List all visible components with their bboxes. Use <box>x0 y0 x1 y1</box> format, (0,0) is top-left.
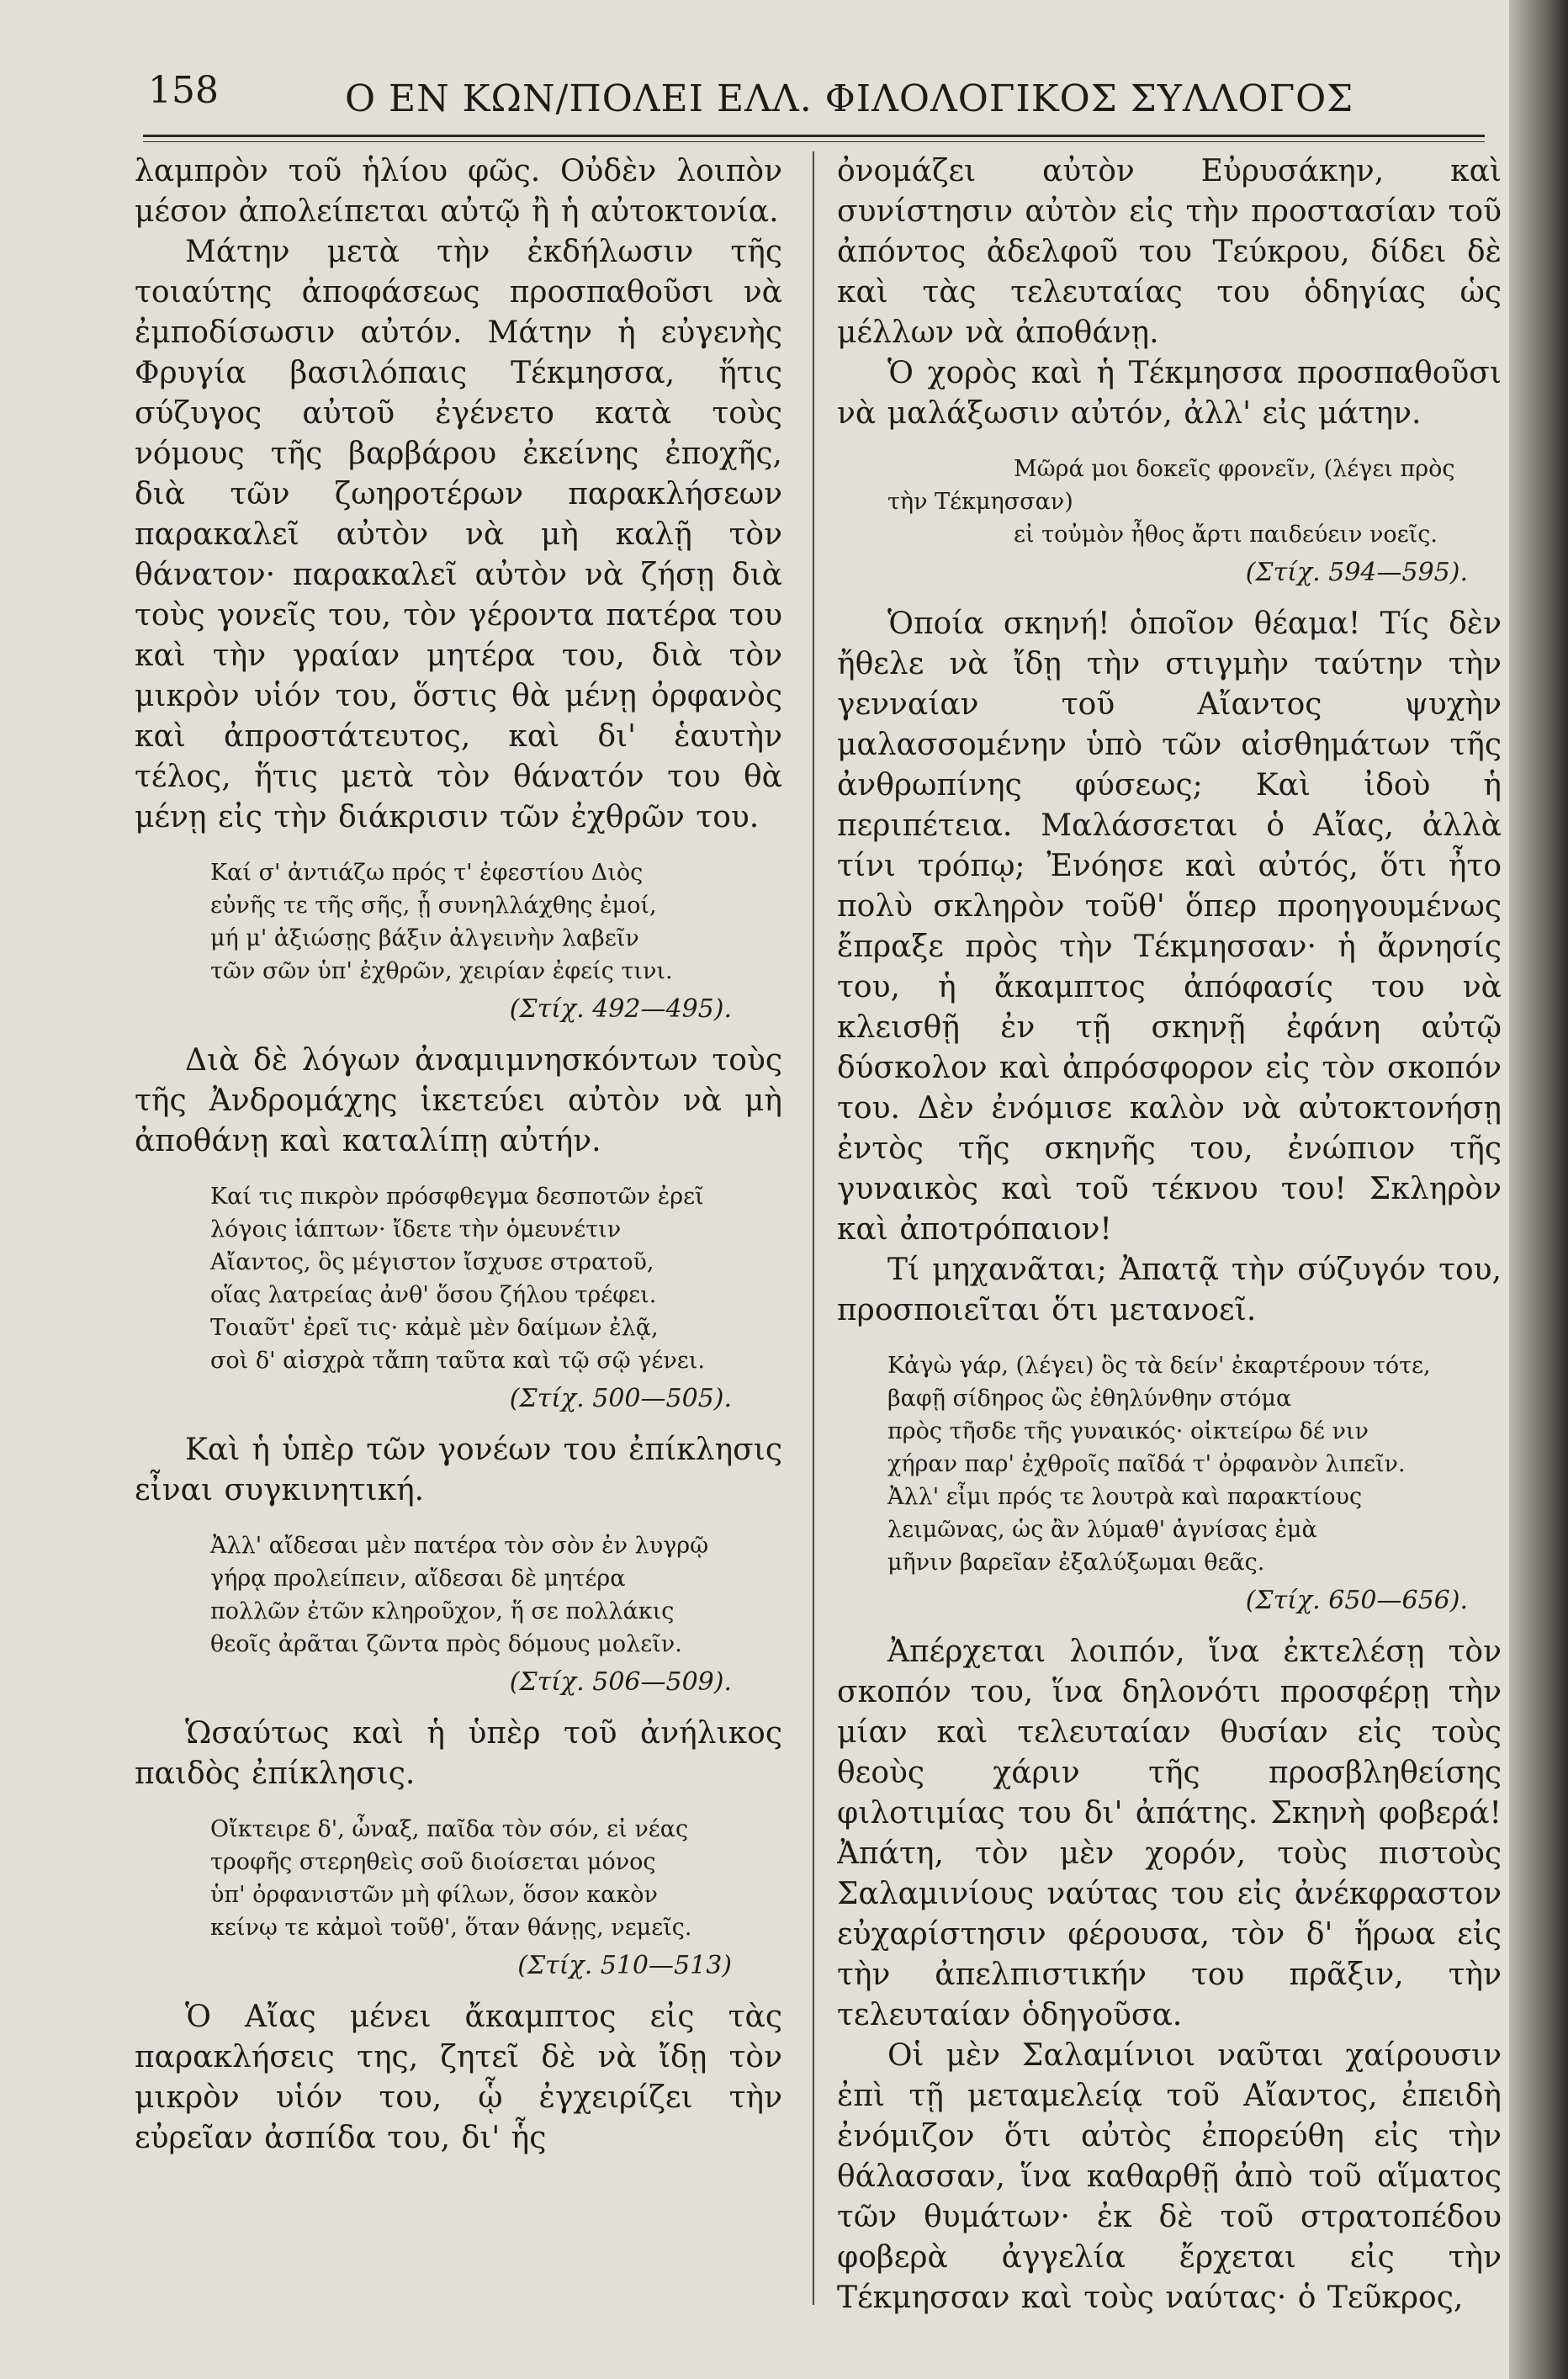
verse-line: Μῶρά μοι δοκεῖς φρονεῖν, (λέγει πρὸς <box>1014 456 1455 482</box>
verse-line: κείνῳ τε κἀμοὶ τοῦθ', ὅταν θάνῃς, νεμεῖς. <box>210 1915 692 1941</box>
verse-line: ὑπ' ὀρφανιστῶν μὴ φίλων, ὅσον κακὸν <box>210 1882 658 1908</box>
verse-line: χήραν παρ' ἐχθροῖς παῖδά τ' ὀρφανὸν λιπεῖν. <box>887 1451 1406 1477</box>
verse-reference: (Στίχ. 594—595). <box>1245 558 1468 587</box>
verse-quotation <box>210 1813 749 1944</box>
verse-line: σοὶ δ' αἰσχρὰ τἄπη ταῦτα καὶ τῷ σῷ γένει. <box>210 1348 705 1374</box>
page-edge-shadow <box>1509 0 1568 2379</box>
verse-line: Καί σ' ἀντιάζω πρός τ' ἐφεστίου Διὸς <box>210 860 644 886</box>
verse-line: λειμῶνας, ὡς ἂν λύμαθ' ἁγνίσας ἐμὰ <box>887 1517 1317 1543</box>
verse-line: Ἀλλ' αἴδεσαι μὲν πατέρα τὸν σὸν ἐν λυγρῷ <box>210 1533 709 1559</box>
paragraph: Ὁ χορὸς καὶ ἡ Τέκμησσα προσπαθοῦσι νὰ μαλάξωσιν αὐτόν, ἀλλ' εἰς μάτην. <box>837 356 1502 431</box>
verse-line: Καί τις πικρὸν πρόσφθεγμα δεσποτῶν ἐρεῖ <box>210 1184 704 1210</box>
verse-quotation <box>887 1349 1476 1579</box>
paragraph: Ὡσαύτως καὶ ἡ ὑπὲρ τοῦ ἀνήλικος παιδὸς ἐπίκλησις. <box>135 1716 782 1791</box>
column-divider <box>813 151 814 2305</box>
verse-line: λόγοις ἰάπτων· ἴδετε τὴν ὁμευνέτιν <box>210 1216 622 1242</box>
paragraph: Ἀπέρχεται λοιπόν, ἵνα ἐκτελέσῃ τὸν σκοπόν του, ἵνα δηλονότι προσφέρῃ τὴν μίαν καὶ τελευταίαν θυσίαν εἰς τοὺς θεοὺς χάριν τῆς προσβληθείσης φιλοτιμίας του δι' ἀπάτης. Σκηνὴ φοβερά! Ἀπάτη, τὸν μὲν χορόν, τοὺς πιστοὺς Σαλαμινίους ναύτας του εἰς ἀνέκφραστον εὐχαρίστησιν φέρουσα, τὸν δ' ἥρωα εἰς τὴν ἀπελπιστικήν του πρᾶξιν, τὴν τελευταίαν ὁδηγοῦσα. <box>837 1635 1502 2032</box>
verse-line: γήρᾳ προλείπειν, αἴδεσαι δὲ μητέρα <box>210 1566 626 1592</box>
running-title: Ο ΕΝ ΚΩΝ/ΠΟΛΕΙ ΕΛΛ. ΦΙΛΟΛΟΓΙΚΟΣ ΣΥΛΛΟΓΟΣ <box>345 77 1354 120</box>
paragraph: λαμπρὸν τοῦ ἡλίου φῶς. Οὐδὲν λοιπὸν μέσον ἀπολείπεται αὐτῷ ἢ ἡ αὐτοκτονία. <box>135 154 782 229</box>
verse-line: πρὸς τῆσδε τῆς γυναικός· οἰκτείρω δέ νιν <box>887 1418 1369 1444</box>
left-column <box>135 151 782 2339</box>
page-number: 158 <box>148 69 219 112</box>
verse-quotation <box>210 856 749 988</box>
verse-line: εὐνῆς τε τῆς σῆς, ᾗ συνηλλάχθης ἐμοί, <box>210 893 657 919</box>
paragraph: Καὶ ἡ ὑπὲρ τῶν γονέων του ἐπίκλησις εἶναι συγκινητική. <box>135 1433 782 1507</box>
verse-line: θεοῖς ἀρᾶται ζῶντα πρὸς δόμους μολεῖν. <box>210 1631 682 1657</box>
verse-line: τῶν σῶν ὑπ' ἐχθρῶν, χειρίαν ἐφείς τινι. <box>210 958 673 984</box>
verse-reference: (Στίχ. 500—505). <box>509 1384 732 1413</box>
verse-reference: (Στίχ. 510—513) <box>517 1951 732 1980</box>
verse-line: Οἴκτειρε δ', ὦναξ, παῖδα τὸν σόν, εἰ νέας <box>210 1816 689 1842</box>
paragraph: ὀνομάζει αὐτὸν Εὐρυσάκην, καὶ συνίστησιν αὐτὸν εἰς τὴν προστασίαν τοῦ ἀπόντος ἀδελφοῦ του Τεύκρου, δίδει δὲ καὶ τὰς τελευταίας του ὁδηγίας ὡς μέλλων νὰ ἀποθάνῃ. <box>837 154 1502 350</box>
running-header <box>143 59 1489 135</box>
paragraph: Τί μηχανᾶται; Ἀπατᾷ τὴν σύζυγόν του, προσποιεῖται ὅτι μετανοεῖ. <box>837 1253 1502 1327</box>
paragraph: Ὁποία σκηνή! ὁποῖον θέαμα! Τίς δὲν ἤθελε νὰ ἴδῃ τὴν στιγμὴν ταύτην τὴν γενναίαν τοῦ Αἴαντος ψυχὴν μαλασσομένην ὑπὸ τῶν αἰσθημάτων τῆς ἀνθρωπίνης φύσεως; Καὶ ἰδοὺ ἡ περιπέτεια. Μαλάσσεται ὁ Αἴας, ἀλλὰ τίνι τρόπῳ; Ἐνόησε καὶ αὐτός, ὅτι ἦτο πολὺ σκληρὸν τοῦθ' ὅπερ προηγουμένως ἔπραξε πρὸς τὴν Τέκμησσαν· ἡ ἄρνησίς του, ἡ ἄκαμπτος ἀπόφασίς του νὰ κλεισθῇ ἐν τῇ σκηνῇ ἐφάνη αὐτῷ δύσκολον καὶ ἀπρόσφορον εἰς τὸν σκοπόν του. Δὲν ἐνόμισε καλὸν νὰ αὐτοκτονήσῃ ἐντὸς τῆς σκηνῆς του, ἐνώπιον τῆς γυναικὸς καὶ τοῦ τέκνου του! Σκληρὸν καὶ ἀποτρόπαιον! <box>837 607 1502 1247</box>
verse-quotation <box>210 1180 749 1377</box>
verse-line: οἵας λατρείας ἀνθ' ὅσου ζήλου τρέφει. <box>210 1282 657 1308</box>
right-column <box>837 151 1502 2339</box>
verse-line: βαφῇ σίδηρος ὣς ἐθηλύνθην στόμα <box>887 1386 1292 1412</box>
verse-line: τροφῆς στερηθεὶς σοῦ διοίσεται μόνος <box>210 1849 656 1875</box>
verse-reference: (Στίχ. 650—656). <box>1245 1586 1468 1615</box>
verse-line: Τοιαῦτ' ἐρεῖ τις· κἀμὲ μὲν δαίμων ἐλᾷ, <box>210 1315 659 1341</box>
paragraph: Διὰ δὲ λόγων ἀναμιμνησκόντων τοὺς τῆς Ἀνδρομάχης ἱκετεύει αὐτὸν νὰ μὴ ἀποθάνῃ καὶ καταλίπῃ αὐτήν. <box>135 1043 782 1158</box>
verse-line: εἰ τοὐμὸν ἦθος ἄρτι παιδεύειν νοεῖς. <box>1014 522 1438 548</box>
header-rule <box>143 135 1485 137</box>
verse-line: μή μ' ἀξιώσῃς βάξιν ἀλγεινὴν λαβεῖν <box>210 925 639 951</box>
verse-line: Κἀγὼ γάρ, (λέγει) ὃς τὰ δείν' ἐκαρτέρουν τότε, <box>887 1353 1431 1379</box>
header-rule-thin <box>143 141 1485 142</box>
verse-reference: (Στίχ. 492—495). <box>509 994 732 1024</box>
verse-quotation <box>887 453 1476 551</box>
verse-line: μῆνιν βαρεῖαν ἐξαλύξωμαι θεᾶς. <box>887 1550 1265 1576</box>
verse-line: πολλῶν ἐτῶν κληροῦχον, ἥ σε πολλάκις <box>210 1598 675 1624</box>
verse-line: τὴν Τέκμησσαν) <box>887 489 1073 515</box>
paragraph: Οἱ μὲν Σαλαμίνιοι ναῦται χαίρουσιν ἐπὶ τῇ μεταμελείᾳ τοῦ Αἴαντος, ἐπειδὴ ἐνόμιζον ὅτι αὐτὸς ἐπορεύθη εἰς τὴν θάλασσαν, ἵνα καθαρθῇ ἀπὸ τοῦ αἵματος τῶν θυμάτων· ἐκ δὲ τοῦ στρατοπέδου φοβερὰ ἀγγελία ἔρχεται εἰς τὴν Τέκμησσαν καὶ τοὺς ναύτας· ὁ Τεῦκρος, <box>837 2038 1502 2315</box>
verse-reference: (Στίχ. 506—509). <box>509 1667 732 1697</box>
verse-line: Ἀλλ' εἶμι πρός τε λουτρὰ καὶ παρακτίους <box>887 1484 1363 1510</box>
verse-line: Αἴαντος, ὃς μέγιστον ἴσχυσε στρατοῦ, <box>210 1249 654 1275</box>
paragraph: Μάτην μετὰ τὴν ἐκδήλωσιν τῆς τοιαύτης ἀποφάσεως προσπαθοῦσι νὰ ἐμποδίσωσιν αὐτόν. Μάτην ἡ εὐγενὴς Φρυγία βασιλόπαις Τέκμησσα, ἥτις σύζυγος αὐτοῦ ἐγένετο κατὰ τοὺς νόμους τῆς βαρβάρου ἐκείνης ἐποχῆς, διὰ τῶν ζωηροτέρων παρακλήσεων παρακαλεῖ αὐτὸν νὰ μὴ καλῇ τὸν θάνατον· παρακαλεῖ αὐτὸν νὰ ζήσῃ διὰ τοὺς γονεῖς του, τὸν γέροντα πατέρα του καὶ τὴν γραίαν μητέρα του, διὰ τὸν μικρὸν υἱόν του, ὅστις θὰ μένῃ ὀρφανὸς καὶ ἀπροστάτευτος, καὶ δι' ἑαυτὴν τέλος, ἥτις μετὰ τὸν θάνατόν του θὰ μένῃ εἰς τὴν διάκρισιν τῶν ἐχθρῶν του. <box>135 235 782 835</box>
verse-quotation <box>210 1529 749 1661</box>
paragraph: Ὁ Αἴας μένει ἄκαμπτος εἰς τὰς παρακλήσεις της, ζητεῖ δὲ νὰ ἴδῃ τὸν μικρὸν υἱόν του, ᾧ ἐγχειρίζει τὴν εὐρεῖαν ἀσπίδα του, δι' ἧς <box>135 2000 782 2155</box>
